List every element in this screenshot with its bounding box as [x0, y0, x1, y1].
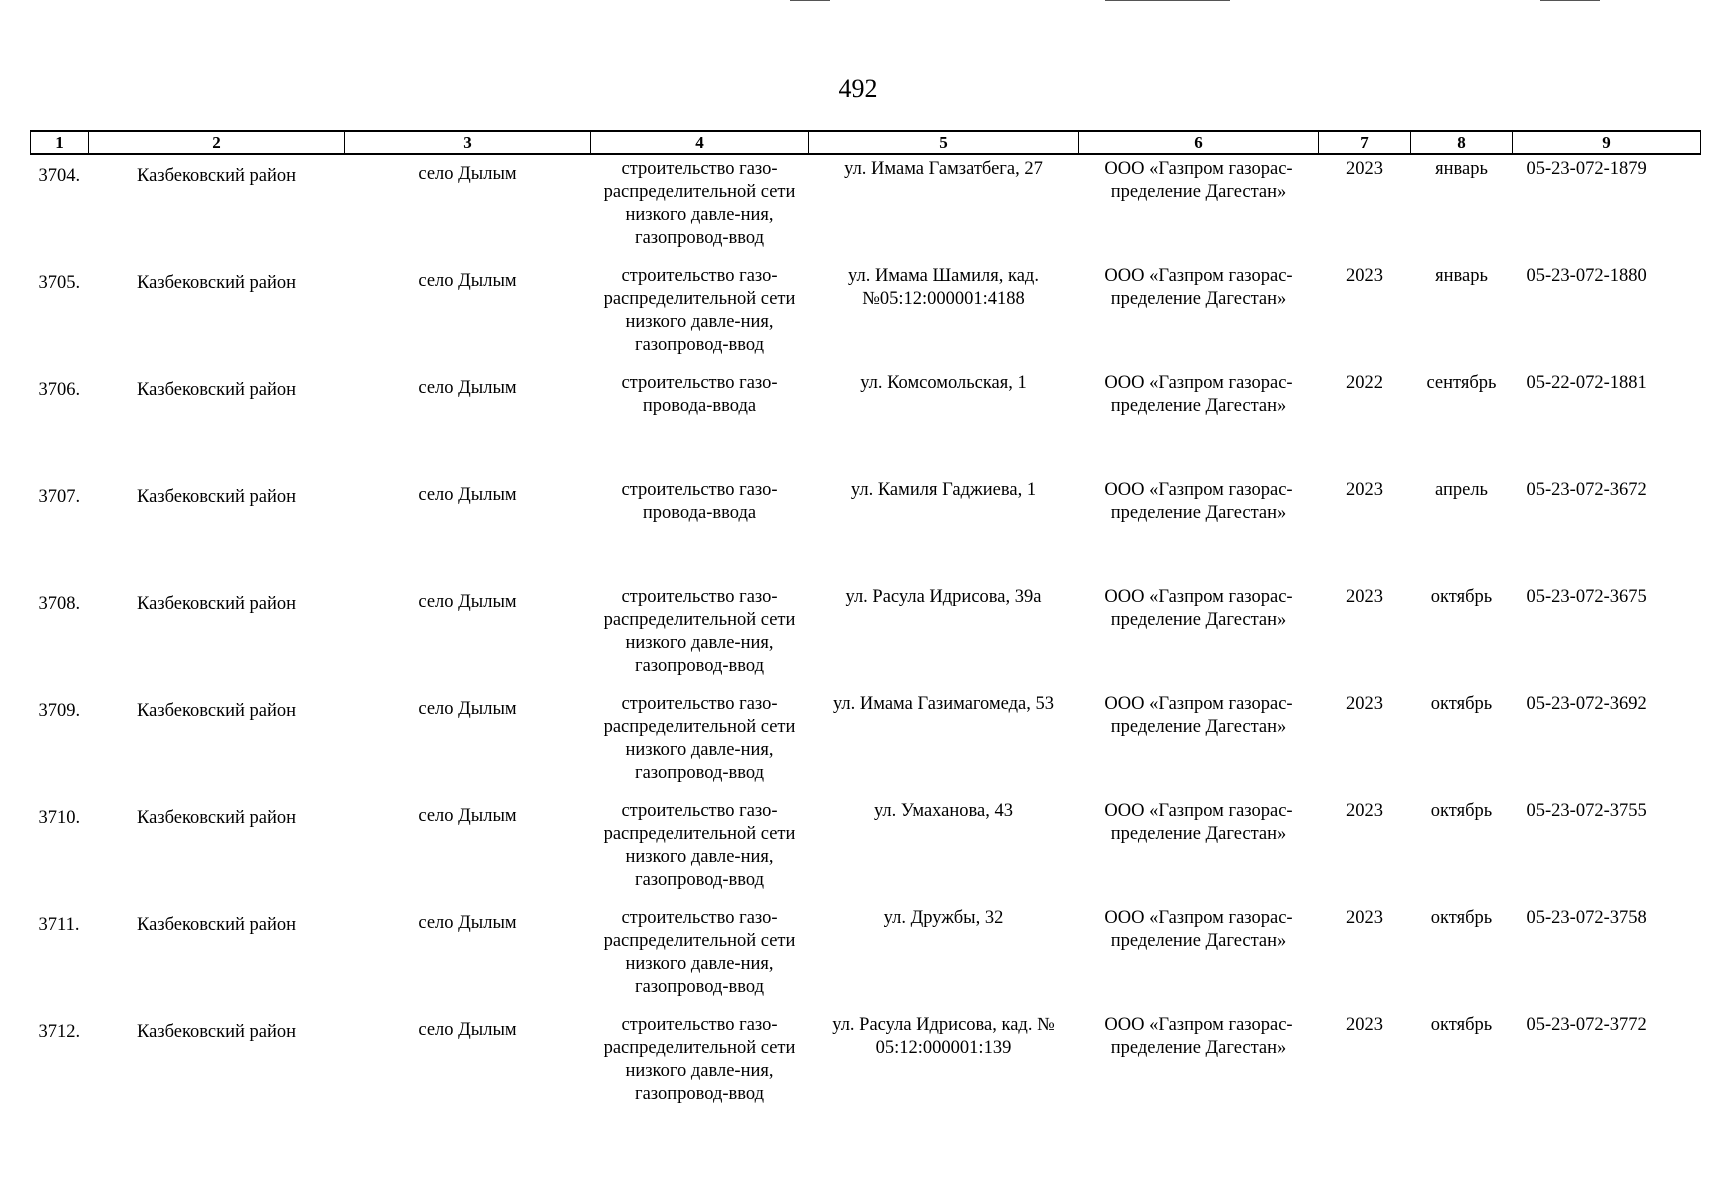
row-number: 3710. [38, 808, 81, 828]
settlement-cell: село Дылым [418, 164, 517, 184]
settlement-cell: село Дылым [418, 699, 517, 719]
work-cell: строительство газо-распределительной сети низкого давле-ния, газопровод-ввод [603, 159, 796, 248]
settlement-cell: село Дылым [418, 378, 517, 398]
page-number: 492 [838, 74, 878, 103]
address-cell: ул. Камиля Гаджиева, 1 [850, 480, 1037, 500]
settlement-cell: село Дылым [418, 1020, 517, 1040]
row-number: 3706. [38, 380, 81, 400]
district-cell: Казбековский район [136, 594, 297, 614]
table-row [31, 154, 1701, 262]
organization-cell: ООО «Газпром газорас-пределение Дагестан» [1104, 908, 1293, 951]
work-cell: строительство газо-распределительной сети низкого давле-ния, газопровод-ввод [603, 587, 796, 676]
month-cell: октябрь [1430, 1015, 1493, 1035]
month-cell: октябрь [1430, 908, 1493, 928]
scan-line [1540, 0, 1600, 1]
district-cell: Казбековский район [136, 273, 297, 293]
work-cell: строительство газо-распределительной сети низкого давле-ния, газопровод-ввод [603, 801, 796, 890]
month-cell: апрель [1435, 480, 1488, 500]
table-row [31, 690, 1701, 797]
organization-cell: ООО «Газпром газорас-пределение Дагестан» [1104, 159, 1293, 202]
work-cell: строительство газо-распределительной сети низкого давле-ния, газопровод-ввод [603, 908, 796, 997]
settlement-cell: село Дылым [418, 271, 517, 291]
address-cell: ул. Дружбы, 32 [883, 908, 1004, 928]
work-cell: строительство газо-провода-ввода [621, 373, 778, 416]
district-cell: Казбековский район [136, 487, 297, 507]
column-header: 7 [1319, 131, 1411, 154]
address-cell: ул. Расула Идрисова, кад. № 05:12:000001:139 [832, 1015, 1055, 1058]
year-cell: 2023 [1346, 266, 1383, 286]
year-cell: 2023 [1346, 801, 1383, 821]
code-cell: 05-23-072-3672 [1526, 480, 1647, 500]
organization-cell: ООО «Газпром газорас-пределение Дагестан» [1104, 1015, 1293, 1058]
district-cell: Казбековский район [136, 1022, 297, 1042]
address-cell: ул. Комсомольская, 1 [860, 373, 1027, 393]
row-number: 3709. [38, 701, 81, 721]
table-row [31, 262, 1701, 369]
row-number: 3705. [38, 273, 81, 293]
code-cell: 05-23-072-3755 [1526, 801, 1647, 821]
column-header: 1 [31, 131, 89, 154]
month-cell: октябрь [1430, 801, 1493, 821]
row-number: 3707. [38, 487, 81, 507]
organization-cell: ООО «Газпром газорас-пределение Дагестан» [1104, 373, 1293, 416]
settlement-cell: село Дылым [418, 806, 517, 826]
settlement-cell: село Дылым [418, 592, 517, 612]
table-row [31, 904, 1701, 1011]
month-cell: январь [1435, 266, 1488, 286]
work-cell: строительство газо-распределительной сети низкого давле-ния, газопровод-ввод [603, 694, 796, 783]
settlement-cell: село Дылым [418, 485, 517, 505]
address-cell: ул. Имама Шамиля, кад. №05:12:000001:4188 [848, 266, 1039, 309]
year-cell: 2023 [1346, 480, 1383, 500]
code-cell: 05-22-072-1881 [1526, 373, 1647, 393]
district-cell: Казбековский район [136, 380, 297, 400]
year-cell: 2023 [1346, 159, 1383, 179]
work-cell: строительство газо-провода-ввода [621, 480, 778, 523]
scan-line [1105, 0, 1230, 1]
table-row [31, 583, 1701, 690]
code-cell: 05-23-072-3758 [1526, 908, 1647, 928]
organization-cell: ООО «Газпром газорас-пределение Дагестан» [1104, 587, 1293, 630]
address-cell: ул. Умаханова, 43 [873, 801, 1013, 821]
code-cell: 05-23-072-1880 [1526, 266, 1647, 286]
district-cell: Казбековский район [136, 701, 297, 721]
address-cell: ул. Расула Идрисова, 39а [845, 587, 1042, 607]
organization-cell: ООО «Газпром газорас-пределение Дагестан» [1104, 266, 1293, 309]
row-number: 3708. [38, 594, 81, 614]
district-cell: Казбековский район [136, 915, 297, 935]
table-row [31, 369, 1701, 476]
district-cell: Казбековский район [136, 808, 297, 828]
row-number: 3711. [38, 915, 80, 935]
year-cell: 2022 [1346, 373, 1383, 393]
work-cell: строительство газо-распределительной сети низкого давле-ния, газопровод-ввод [603, 1015, 796, 1104]
organization-cell: ООО «Газпром газорас-пределение Дагестан» [1104, 480, 1293, 523]
year-cell: 2023 [1346, 1015, 1383, 1035]
table-row [31, 1011, 1701, 1118]
year-cell: 2023 [1346, 908, 1383, 928]
register-table [30, 130, 1701, 1118]
row-number: 3712. [38, 1022, 81, 1042]
month-cell: сентябрь [1426, 373, 1497, 393]
year-cell: 2023 [1346, 694, 1383, 714]
row-number: 3704. [38, 166, 81, 186]
column-header: 9 [1513, 131, 1701, 154]
column-header: 3 [345, 131, 591, 154]
address-cell: ул. Имама Гамзатбега, 27 [844, 159, 1043, 179]
column-header: 4 [591, 131, 809, 154]
table-row [31, 476, 1701, 583]
address-cell: ул. Имама Газимагомеда, 53 [832, 694, 1054, 714]
month-cell: октябрь [1430, 587, 1493, 607]
district-cell: Казбековский район [136, 166, 297, 186]
column-header: 8 [1411, 131, 1513, 154]
header-row [31, 131, 1701, 154]
month-cell: октябрь [1430, 694, 1493, 714]
code-cell: 05-23-072-3692 [1526, 694, 1647, 714]
column-header: 5 [809, 131, 1079, 154]
month-cell: январь [1435, 159, 1488, 179]
organization-cell: ООО «Газпром газорас-пределение Дагестан» [1104, 801, 1293, 844]
scan-line [790, 0, 830, 1]
column-header: 2 [89, 131, 345, 154]
column-header: 6 [1079, 131, 1319, 154]
code-cell: 05-23-072-3772 [1526, 1015, 1647, 1035]
year-cell: 2023 [1346, 587, 1383, 607]
organization-cell: ООО «Газпром газорас-пределение Дагестан» [1104, 694, 1293, 737]
code-cell: 05-23-072-3675 [1526, 587, 1647, 607]
table-row [31, 797, 1701, 904]
settlement-cell: село Дылым [418, 913, 517, 933]
work-cell: строительство газо-распределительной сети низкого давле-ния, газопровод-ввод [603, 266, 796, 355]
code-cell: 05-23-072-1879 [1526, 159, 1647, 179]
